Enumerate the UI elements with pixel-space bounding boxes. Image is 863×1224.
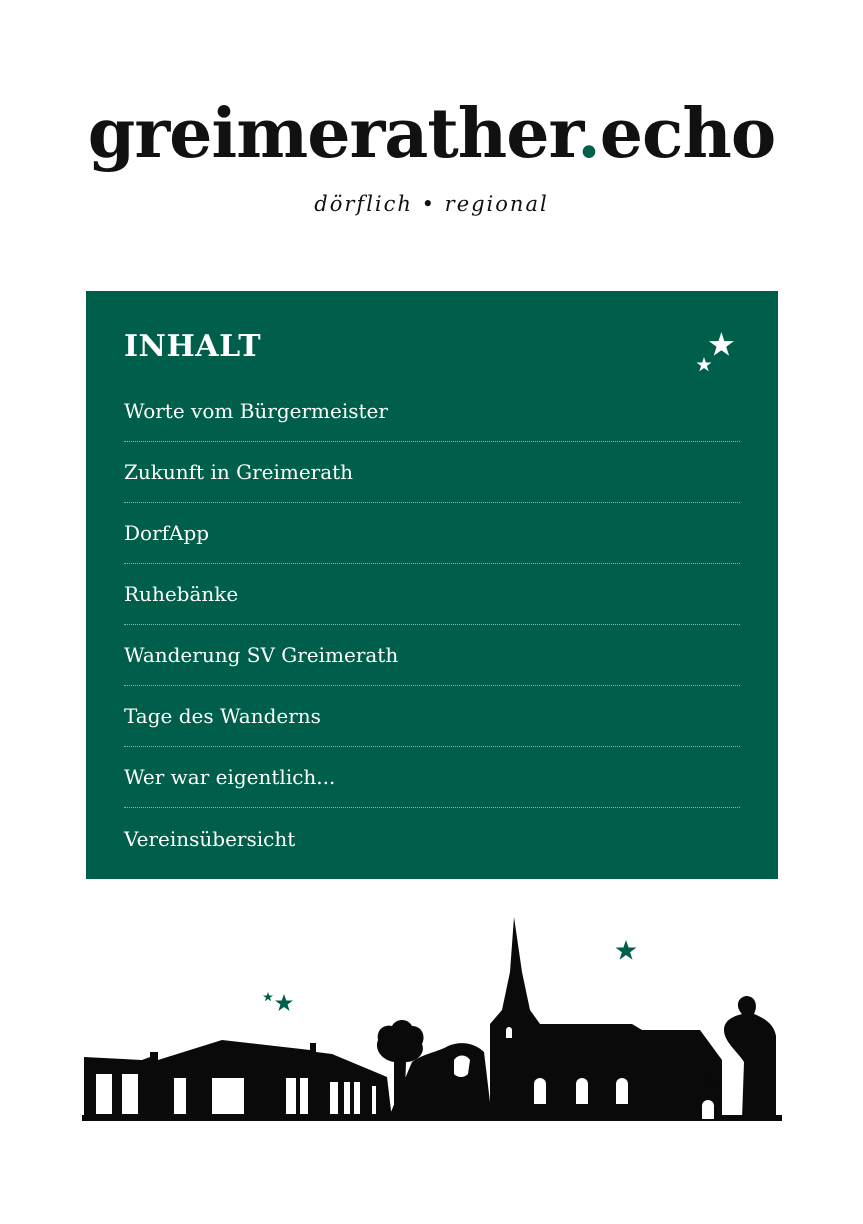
toc-item[interactable]: Wer war eigentlich... (124, 747, 740, 808)
toc-item[interactable]: Worte vom Bürgermeister (124, 381, 740, 442)
skyline-silhouette (82, 917, 782, 1121)
village-skyline-illustration (82, 912, 782, 1122)
table-of-contents (86, 291, 778, 879)
toc-item[interactable]: Ruhebänke (124, 564, 740, 625)
masthead (0, 94, 863, 216)
title-dot: . (577, 94, 600, 174)
toc-item[interactable]: Tage des Wanderns (124, 686, 740, 747)
stars-icon (692, 327, 742, 377)
sky-stars-icon (263, 940, 637, 1011)
tagline: dörflich • regional (314, 192, 549, 216)
toc-item[interactable]: Wanderung SV Greimerath (124, 625, 740, 686)
title-end: echo (599, 94, 776, 174)
toc-heading: INHALT (124, 329, 262, 364)
title-main: greimerather (87, 94, 578, 174)
toc-list (124, 381, 740, 869)
toc-item[interactable]: Vereinsübersicht (124, 826, 296, 851)
toc-item[interactable]: Zukunft in Greimerath (124, 442, 740, 503)
toc-item[interactable]: DorfApp (124, 503, 740, 564)
publication-title (0, 94, 863, 174)
